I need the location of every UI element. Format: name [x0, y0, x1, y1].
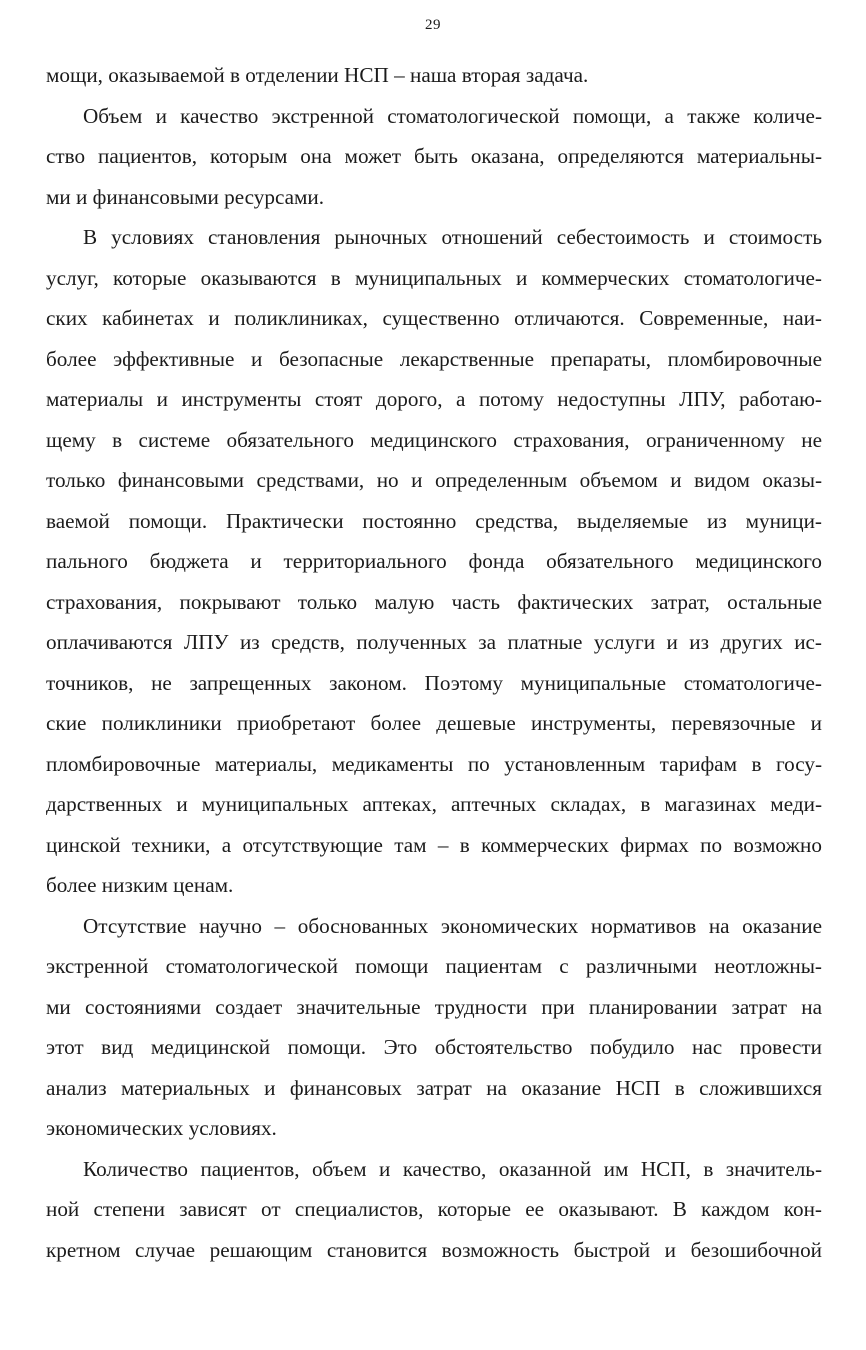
text-line: щему в системе обязательного медицинского страхования, ограниченному не: [46, 427, 822, 452]
text-line: пального бюджета и территориального фонда обязательного медицинского: [46, 549, 822, 573]
text-line: ми состояниями создает значительные трудности при планировании затрат на: [46, 994, 822, 1019]
text-line: ми и финансовыми ресурсами.: [46, 184, 325, 209]
text-line: более низким ценам.: [46, 873, 234, 897]
text-line: мощи, оказываемой в отделении НСП – наша вторая задача.: [46, 63, 589, 87]
text-line: этот вид медицинской помощи. Это обстоятельство побудило нас провести: [46, 1035, 822, 1059]
text-line: Количество пациентов, объем и качество, оказанной им НСП, в значитель-: [83, 1156, 822, 1181]
text-line: экстренной стоматологической помощи пациентам с различными неотложны-: [46, 954, 822, 978]
paragraph: [46, 1149, 822, 1271]
text-line: пломбировочные материалы, медикаменты по установленным тарифам в госу-: [46, 751, 822, 776]
text-line: кретном случае решающим становится возможность быстрой и безошибочной: [46, 1237, 822, 1262]
text-line: оплачиваются ЛПУ из средств, полученных за платные услуги и из других ис-: [46, 630, 822, 654]
body-text: [46, 55, 822, 1270]
text-line: Отсутствие научно – обоснованных экономических нормативов на оказание: [83, 913, 822, 938]
text-line: ские поликлиники приобретают более дешевые инструменты, перевязочные и: [46, 711, 822, 735]
text-line: В условиях становления рыночных отношений себестоимость и стоимость: [83, 225, 822, 249]
text-line: экономических условиях.: [46, 1116, 277, 1140]
paragraph: [46, 55, 822, 96]
text-line: услуг, которые оказываются в муниципальных и коммерческих стоматологиче-: [46, 265, 822, 290]
text-line: материалы и инструменты стоят дорого, а потому недоступны ЛПУ, работаю-: [46, 387, 822, 411]
text-line: дарственных и муниципальных аптеках, аптечных складах, в магазинах меди-: [46, 792, 822, 816]
text-line: ваемой помощи. Практически постоянно средства, выделяемые из муници-: [46, 508, 822, 533]
paragraph: [46, 217, 822, 906]
text-line: точников, не запрещенных законом. Поэтому муниципальные стоматологиче-: [46, 670, 822, 695]
paragraph: [46, 96, 822, 218]
page-number: 29: [425, 17, 441, 33]
text-line: ной степени зависят от специалистов, которые ее оказывают. В каждом кон-: [46, 1197, 822, 1221]
text-line: Объем и качество экстренной стоматологической помощи, а также количе-: [83, 103, 822, 128]
text-line: ских кабинетах и поликлиниках, существенно отличаются. Современные, наи-: [46, 306, 822, 330]
paragraph: [46, 906, 822, 1149]
text-line: анализ материальных и финансовых затрат на оказание НСП в сложившихся: [46, 1075, 822, 1100]
text-line: только финансовыми средствами, но и определенным объемом и видом оказы-: [46, 468, 822, 492]
text-line: ство пациентов, которым она может быть оказана, определяются материальны-: [46, 144, 822, 168]
text-line: страхования, покрывают только малую часть фактических затрат, остальные: [46, 589, 822, 614]
text-line: более эффективные и безопасные лекарственные препараты, пломбировочные: [46, 346, 822, 371]
text-line: цинской техники, а отсутствующие там – в коммерческих фирмах по возможно: [46, 832, 822, 857]
